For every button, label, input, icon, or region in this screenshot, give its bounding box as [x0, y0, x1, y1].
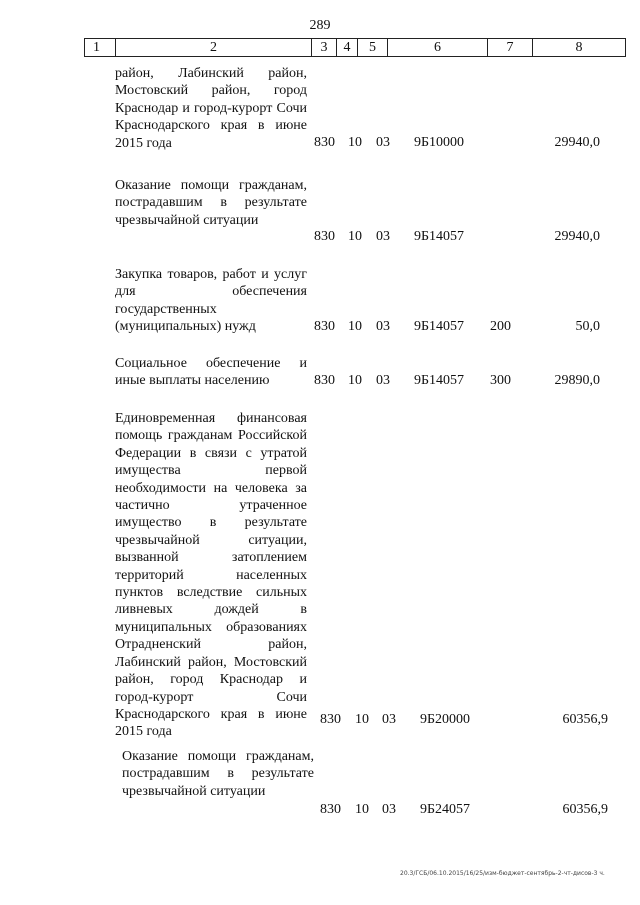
cell-subsection: 03	[376, 135, 390, 150]
row-description: Оказание помощи гражданам, пострадавшим в результате чрезвычайной ситуации	[122, 749, 314, 799]
cell-section: 10	[348, 229, 362, 244]
column-header-4: 4	[337, 39, 358, 57]
cell-expense-type: 200	[490, 319, 511, 334]
cell-target-article: 9Б24057	[420, 802, 471, 817]
row-description: район, Лабинский район, Мостовский район, город Краснодар и город-курорт Сочи Краснодарского края в июне 2015 года	[115, 66, 307, 151]
cell-section: 10	[355, 712, 369, 727]
cell-section: 10	[348, 373, 362, 388]
document-footer-code: 20.3/ГСБ/06.10.2015/16/25/изм-бюджет-сентябрь-2-чт-дисов-3 ч.	[400, 870, 605, 877]
row-description: Закупка товаров, работ и услуг для обеспечения государственных (муниципальных) нужд	[115, 267, 307, 335]
cell-chapter: 830	[314, 319, 335, 334]
cell-amount: 29940,0	[554, 135, 600, 150]
column-header-2: 2	[116, 39, 312, 57]
cell-section: 10	[348, 319, 362, 334]
cell-subsection: 03	[376, 373, 390, 388]
cell-chapter: 830	[314, 135, 335, 150]
cell-subsection: 03	[376, 229, 390, 244]
cell-subsection: 03	[376, 319, 390, 334]
cell-expense-type: 300	[490, 373, 511, 388]
page-number: 289	[309, 18, 331, 33]
column-header-8: 8	[533, 39, 626, 57]
cell-amount: 29890,0	[554, 373, 600, 388]
cell-target-article: 9Б14057	[414, 373, 465, 388]
cell-subsection: 03	[382, 712, 396, 727]
column-header-7: 7	[488, 39, 533, 57]
cell-target-article: 9Б20000	[420, 712, 471, 727]
row-description: Единовременная финансовая помощь гражданам Российской Федерации в связи с утратой имущества первой необходимости на человека за частично утраченное имущество в результате чрезвычайной ситуации, вызванной затоплением территорий населенных пунктов вследствие сильных ливневых дождей в муниципальных образованиях Отрадненский район, Лабинский район, Мостовский район, город Краснодар и город-курорт Сочи Краснодарского края в июне 2015 года	[115, 411, 307, 740]
column-header-5: 5	[358, 39, 388, 57]
cell-section: 10	[355, 802, 369, 817]
row-description: Оказание помощи гражданам, пострадавшим в результате чрезвычайной ситуации	[115, 178, 307, 228]
cell-chapter: 830	[320, 802, 341, 817]
column-header-6: 6	[388, 39, 488, 57]
cell-amount: 50,0	[575, 319, 600, 334]
cell-section: 10	[348, 135, 362, 150]
column-header-1: 1	[85, 39, 116, 57]
cell-amount: 60356,9	[562, 712, 608, 727]
cell-amount: 60356,9	[562, 802, 608, 817]
cell-chapter: 830	[320, 712, 341, 727]
cell-target-article: 9Б14057	[414, 319, 465, 334]
cell-chapter: 830	[314, 229, 335, 244]
column-header-3: 3	[312, 39, 337, 57]
row-description: Социальное обеспечение и иные выплаты населению	[115, 356, 307, 389]
cell-subsection: 03	[382, 802, 396, 817]
cell-chapter: 830	[314, 373, 335, 388]
cell-target-article: 9Б10000	[414, 135, 465, 150]
cell-target-article: 9Б14057	[414, 229, 465, 244]
cell-amount: 29940,0	[554, 229, 600, 244]
